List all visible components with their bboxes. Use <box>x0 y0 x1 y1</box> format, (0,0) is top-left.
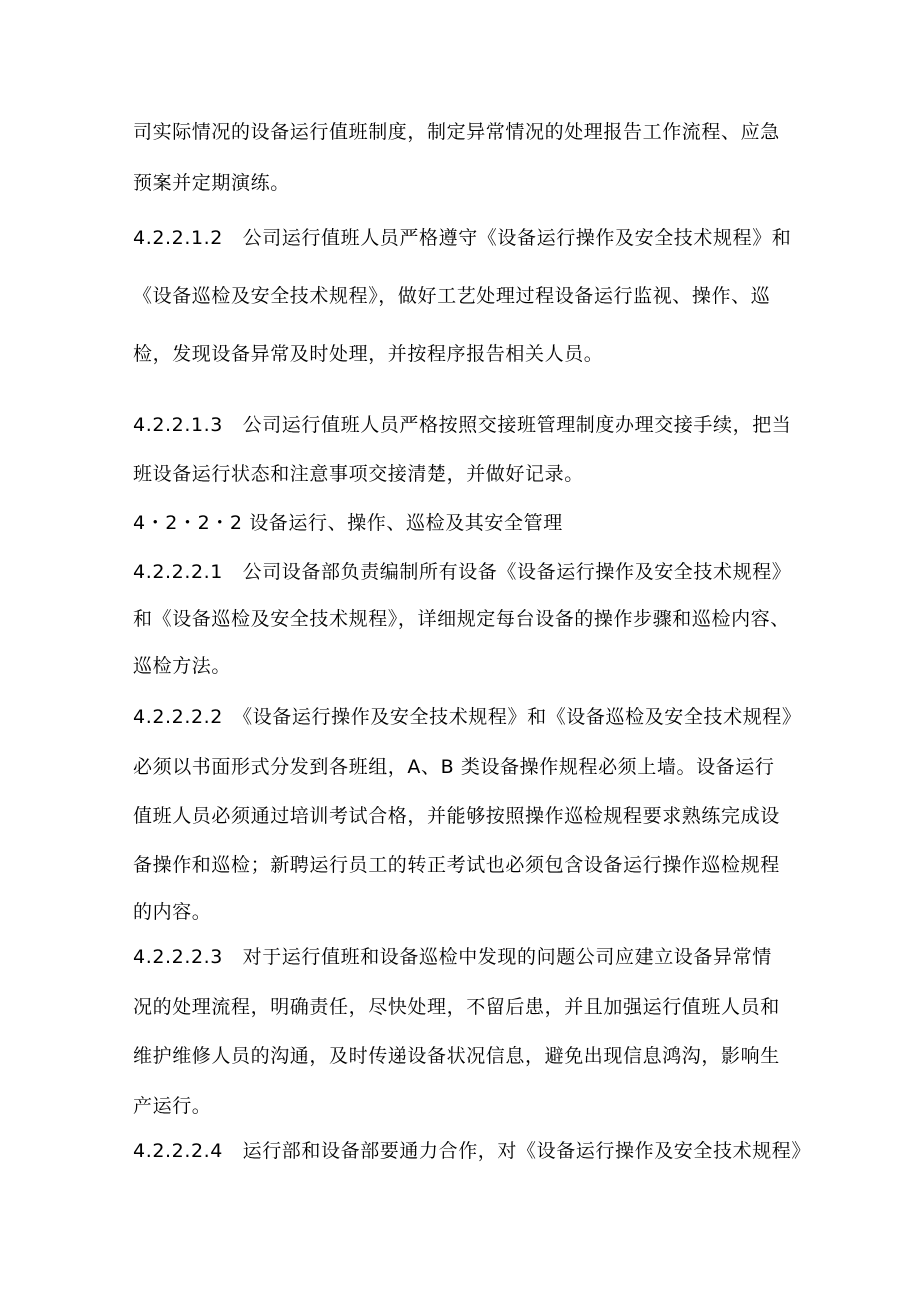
text-line: 司实际情况的设备运行值班制度，制定异常情况的处理报告工作流程、应急 <box>133 121 780 143</box>
text-line: 检，发现设备异常及时处理，并按程序报告相关人员。 <box>133 343 604 365</box>
text-line: 的内容。 <box>133 901 212 923</box>
text-line: 备操作和巡检；新聘运行员工的转正考试也必须包含设备运行操作巡检规程 <box>133 854 780 876</box>
text-line: 4.2.2.2.3 对于运行值班和设备巡检中发现的问题公司应建立设备异常情 <box>133 946 772 968</box>
text-line: 必须以书面形式分发到各班组，A、B 类设备操作规程必须上墙。设备运行 <box>133 756 775 778</box>
text-line: 预案并定期演练。 <box>133 172 290 194</box>
text-line: 班设备运行状态和注意事项交接清楚，并做好记录。 <box>133 463 584 485</box>
section-heading: 4・2・2・2 设备运行、操作、巡检及其安全管理 <box>133 512 563 534</box>
text-line: 和《设备巡检及安全技术规程》，详细规定每台设备的操作步骤和巡检内容、 <box>133 608 790 630</box>
text-line: 维护维修人员的沟通，及时传递设备状况信息，避免出现信息鸿沟，影响生 <box>133 1045 780 1067</box>
text-line: 《设备巡检及安全技术规程》，做好工艺处理过程设备运行监视、操作、巡 <box>133 285 771 307</box>
text-line: 4.2.2.2.1 公司设备部负责编制所有设备《设备运行操作及安全技术规程》 <box>133 561 792 583</box>
text-line: 4.2.2.2.2 《设备运行操作及安全技术规程》和《设备巡检及安全技术规程》 <box>133 706 802 728</box>
text-line: 值班人员必须通过培训考试合格，并能够按照操作巡检规程要求熟练完成设 <box>133 805 780 827</box>
text-line: 产运行。 <box>133 1095 212 1117</box>
text-line: 巡检方法。 <box>133 655 232 677</box>
text-line: 4.2.2.1.2 公司运行值班人员严格遵守《设备运行操作及安全技术规程》和 <box>133 227 792 249</box>
text-line: 4.2.2.2.4 运行部和设备部要通力合作，对《设备运行操作及安全技术规程》 <box>133 1140 812 1162</box>
text-line: 况的处理流程，明确责任，尽快处理，不留后患，并且加强运行值班人员和 <box>133 996 780 1018</box>
text-line: 4.2.2.1.3 公司运行值班人员严格按照交接班管理制度办理交接手续，把当 <box>133 414 792 436</box>
